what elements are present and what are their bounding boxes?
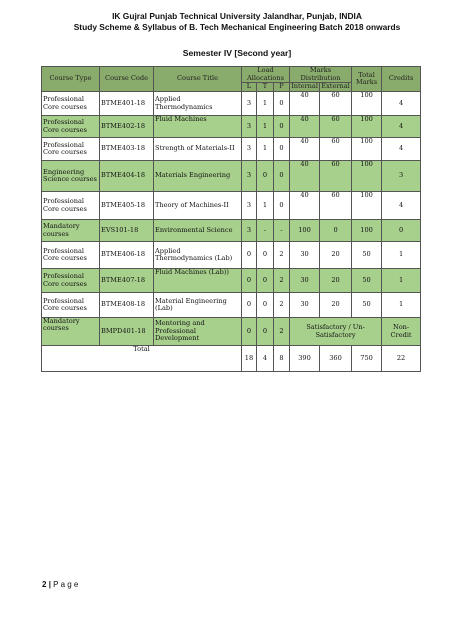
cell-course-code: BTME401-18 [100,92,154,116]
cell-course-title: Fluid Machines [154,116,242,138]
cell-course-code: BTME406-18 [100,242,154,269]
cell-credits: 4 [382,192,421,220]
cell-p: 0 [274,161,290,192]
cell-p: 2 [274,293,290,318]
cell-t: 1 [257,92,274,116]
cell-course-type: Professional Core courses [42,269,100,293]
cell-l: 3 [242,220,257,242]
table-row [42,269,421,293]
cell-l: 0 [242,318,257,346]
total-label: Total [42,346,242,372]
cell-credits: 4 [382,138,421,161]
total-internal: 390 [290,346,320,372]
cell-external: 60 [320,138,352,161]
cell-internal: 30 [290,293,320,318]
cell-l: 3 [242,192,257,220]
col-internal: Internal [291,82,318,91]
cell-course-title: Mentoring and Professional Development [154,318,242,346]
cell-internal: 30 [290,269,320,293]
university-header: IK Gujral Punjab Technical University Jalandhar, Punjab, INDIA [112,11,362,21]
col-p: P [274,83,290,92]
cell-t: 0 [257,161,274,192]
cell-total: 100 [352,220,382,242]
cell-p: 2 [274,318,290,346]
cell-internal: 40 [290,192,320,220]
cell-course-code: BTME404-18 [100,161,154,192]
cell-course-title: Fluid Machines (Lab)) [154,269,242,293]
cell-course-type: Professional Core courses [42,116,100,138]
cell-p: 0 [274,116,290,138]
cell-l: 3 [242,92,257,116]
table-row [42,318,421,346]
cell-credits: 0 [382,220,421,242]
cell-credits: 3 [382,161,421,192]
table-row [42,242,421,269]
cell-external: 60 [320,192,352,220]
table-row [42,293,421,318]
cell-total: 50 [352,269,382,293]
cell-course-type: Professional Core courses [42,92,100,116]
study-scheme-table [41,66,421,372]
cell-external: 60 [320,92,352,116]
cell-t: 0 [257,242,274,269]
cell-course-title: Environmental Science [154,220,242,242]
cell-p: 0 [274,92,290,116]
cell-internal: 100 [290,220,320,242]
cell-marks-merged: Satisfactory / Un-Satisfactory [290,318,382,346]
cell-credits: 4 [382,92,421,116]
table-row [42,92,421,116]
cell-course-type: Mandatory courses [42,318,100,346]
cell-l: 3 [242,161,257,192]
col-marks-distribution: Marks Distribution [290,67,352,83]
cell-course-title: Materials Engineering [154,161,242,192]
cell-credits: 1 [382,242,421,269]
total-l: 18 [242,346,257,372]
cell-course-type: Professional Core courses [42,293,100,318]
cell-internal: 30 [290,242,320,269]
cell-t: 0 [257,269,274,293]
cell-credits: Non-Credit [382,318,421,346]
cell-internal: 40 [290,116,320,138]
cell-course-code: BTME403-18 [100,138,154,161]
cell-course-code: EVS101-18 [100,220,154,242]
footer-separator: | [48,580,51,589]
col-t: T [257,83,274,92]
cell-course-code: BMPD401-18 [100,318,154,346]
col-credits: Credits [382,67,421,92]
col-total-marks: Total Marks [352,67,382,92]
col-l: L [242,83,257,92]
total-row [42,346,421,372]
cell-p: - [274,220,290,242]
cell-course-title: Applied Thermodynamics [154,92,242,116]
cell-t: 1 [257,116,274,138]
col-course-code: Course Code [100,67,154,92]
cell-course-code: BTME402-18 [100,116,154,138]
cell-course-code: BTME408-18 [100,293,154,318]
cell-p: 0 [274,192,290,220]
page-word: P a g e [53,580,79,589]
cell-p: 0 [274,138,290,161]
cell-course-title: Strength of Materials-II [154,138,242,161]
table-row [42,192,421,220]
total-p: 8 [274,346,290,372]
cell-p: 2 [274,269,290,293]
cell-t: - [257,220,274,242]
cell-total: 50 [352,293,382,318]
total-credits: 22 [382,346,421,372]
cell-credits: 1 [382,293,421,318]
cell-internal: 40 [290,161,320,192]
cell-l: 3 [242,116,257,138]
table-row [42,138,421,161]
cell-total: 100 [352,192,382,220]
cell-t: 1 [257,138,274,161]
cell-l: 3 [242,138,257,161]
cell-total: 100 [352,138,382,161]
cell-t: 0 [257,318,274,346]
cell-internal: 40 [290,138,320,161]
cell-internal: 40 [290,92,320,116]
cell-external: 20 [320,242,352,269]
page-number: 2 [42,580,47,589]
table-row [42,161,421,192]
cell-course-type: Professional Core courses [42,138,100,161]
cell-total: 100 [352,116,382,138]
cell-external: 20 [320,269,352,293]
cell-external: 0 [320,220,352,242]
cell-external: 60 [320,116,352,138]
cell-course-code: BTME407-18 [100,269,154,293]
cell-p: 2 [274,242,290,269]
cell-l: 0 [242,242,257,269]
cell-t: 1 [257,192,274,220]
table-row [42,116,421,138]
cell-total: 100 [352,92,382,116]
col-load-allocations: Load Allocations [242,67,290,83]
page-footer [42,580,78,589]
cell-course-code: BTME405-18 [100,192,154,220]
cell-course-title: Applied Thermodynamics (Lab) [154,242,242,269]
cell-external: 20 [320,293,352,318]
cell-course-type: Engineering Science courses [42,161,100,192]
cell-l: 0 [242,269,257,293]
cell-course-type: Professional Core courses [42,242,100,269]
cell-credits: 1 [382,269,421,293]
syllabus-subheader: Study Scheme & Syllabus of B. Tech Mechanical Engineering Batch 2018 onwards [73,22,401,32]
cell-total: 50 [352,242,382,269]
cell-course-title: Theory of Machines-II [154,192,242,220]
total-t: 4 [257,346,274,372]
cell-course-title: Material Engineering (Lab) [154,293,242,318]
semester-title: Semester IV [Second year] [182,48,292,58]
cell-t: 0 [257,293,274,318]
cell-course-type: Professional Core courses [42,192,100,220]
total-marks: 750 [352,346,382,372]
cell-l: 0 [242,293,257,318]
table-row [42,220,421,242]
total-external: 360 [320,346,352,372]
cell-course-type: Mandatory courses [42,220,100,242]
col-course-title: Course Title [154,67,242,92]
cell-total: 100 [352,161,382,192]
col-course-type: Course Type [42,67,100,92]
cell-external: 60 [320,161,352,192]
cell-credits: 4 [382,116,421,138]
col-external: External [321,82,350,91]
